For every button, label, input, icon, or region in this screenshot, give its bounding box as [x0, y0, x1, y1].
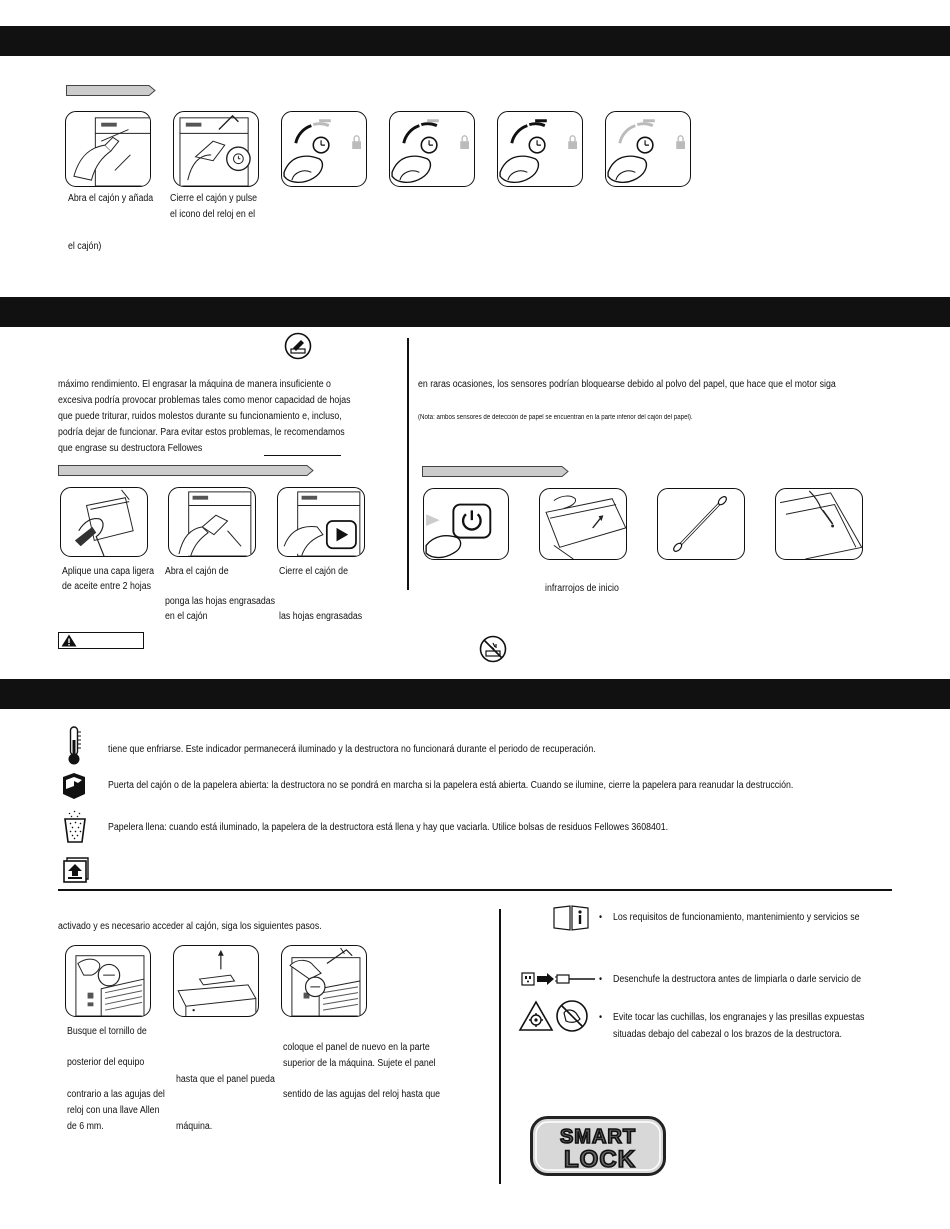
- indicator-text-bin-open: Puerta del cajón o de la papelera abierta: la destructora no se pondrá en marcha si la papelera está abierta. Cuando se ilumine, cierre la papelera para reanudar la destrucción.: [108, 780, 794, 791]
- sensor-steps-arrow-bar: [422, 466, 569, 477]
- oil-paragraph-line: que puede triturar, ruidos molestos durante su funcionamiento e, incluso,: [58, 411, 342, 422]
- access-caption: posterior del equipo: [67, 1057, 145, 1068]
- bullet-mark: •: [599, 974, 603, 985]
- oil-caption: Aplique una capa ligera: [62, 566, 154, 577]
- timer-progress-1: [281, 111, 367, 187]
- sensor-cleaning-illustration: [775, 488, 863, 560]
- access-caption: hasta que el panel pueda: [176, 1074, 275, 1085]
- timer-progress-2: [389, 111, 475, 187]
- oil-paragraph-line: excesiva podría provocar problemas tales como menor capacidad de hojas: [58, 395, 351, 406]
- step-illustration-open-drawer: [65, 111, 151, 187]
- step-caption: el cajón): [68, 241, 102, 252]
- safety-bullet: Evite tocar las cuchillas, los engranajes y las presillas expuestas: [613, 1012, 865, 1023]
- oil-paragraph-line: máximo rendimiento. El engrasar la máquina de manera insuficiente o: [58, 379, 331, 390]
- access-step-illustration-2: [173, 945, 259, 1017]
- bullet-mark: •: [599, 912, 603, 923]
- oil-steps-arrow-bar: [58, 465, 314, 476]
- oil-caption: Abra el cajón de: [165, 566, 229, 577]
- oil-pencil-icon: [284, 332, 312, 360]
- unplug-icon: [521, 971, 597, 987]
- section-header-bar-3: [0, 679, 950, 709]
- cotton-swab-illustration: [657, 488, 745, 560]
- bin-full-icon: [62, 810, 88, 844]
- step-caption: Abra el cajón y añada: [68, 193, 154, 204]
- access-caption: superior de la máquina. Sujete el panel: [283, 1058, 436, 1069]
- underline-rule: [264, 455, 341, 456]
- thermometer-icon: [67, 726, 83, 766]
- manual-info-icon: [553, 905, 589, 931]
- oil-caption: de aceite entre 2 hojas: [62, 581, 152, 592]
- access-caption: sentido de las agujas del reloj hasta que: [283, 1089, 441, 1100]
- sensor-note: (Nota: ambos sensores de detección de papel se encuentran en la parte inferior del cajón del papel).: [418, 414, 693, 421]
- access-step-illustration-3: [281, 945, 367, 1017]
- safety-bullet: Desenchufe la destructora antes de limpiarla o darle servicio de: [613, 974, 862, 985]
- power-button-illustration: [423, 488, 509, 560]
- oil-paragraph-line: podría dejar de funcionar. Para evitar estos problemas, le recomendamos: [58, 427, 345, 438]
- section-divider-line: [58, 889, 892, 891]
- indicator-text-bin-full: Papelera llena: cuando está iluminado, la papelera de la destructora está llena y hay que vaciarla. Utilice bolsas de residuos Fellowes 3608401.: [108, 822, 669, 833]
- access-caption: reloj con una llave Allen: [67, 1105, 160, 1116]
- smartlock-logo-word-1: SMART: [559, 1126, 637, 1148]
- column-divider: [407, 338, 409, 590]
- timer-progress-3: [497, 111, 583, 187]
- sensor-illustration-drawer: [539, 488, 627, 560]
- timer-progress-reset: [605, 111, 691, 187]
- safety-bullet: Los requisitos de funcionamiento, mantenimiento y servicios se: [613, 912, 860, 923]
- no-spray-icon: [479, 635, 507, 663]
- oil-caption: las hojas engrasadas: [279, 611, 363, 622]
- smartlock-logo-word-2: LOCK: [564, 1146, 636, 1173]
- section-header-bar-1: [0, 26, 950, 56]
- oil-step-illustration-2: [168, 487, 256, 557]
- indicator-text-overheat: tiene que enfriarse. Este indicador permanecerá iluminado y la destructora no funcionará durante el periodo de recuperación.: [108, 744, 596, 755]
- safety-bullet: situadas debajo del cabezal o los brazos de la destructora.: [613, 1029, 842, 1040]
- oil-caption: en el cajón: [165, 611, 208, 622]
- step-illustration-press-clock: [173, 111, 259, 187]
- sensor-caption: infrarrojos de inicio: [545, 583, 619, 594]
- column-divider-bottom: [499, 909, 501, 1184]
- smartlock-logo: [530, 1116, 666, 1176]
- sensor-paragraph: en raras ocasiones, los sensores podrían bloquearse debido al polvo del papel, que hace que el motor siga: [418, 379, 836, 390]
- step-caption: el icono del reloj en el: [170, 209, 256, 220]
- access-caption: Busque el tornillo de: [67, 1026, 147, 1037]
- steps-arrow-bar: [66, 85, 156, 96]
- oil-step-illustration-1: [60, 487, 148, 557]
- oil-step-illustration-3: [277, 487, 365, 557]
- blade-hazard-icon: [518, 999, 590, 1033]
- paper-feed-icon: [63, 857, 89, 883]
- access-caption: contrario a las agujas del: [67, 1089, 165, 1100]
- access-caption: máquina.: [176, 1121, 213, 1132]
- access-step-illustration-1: [65, 945, 151, 1017]
- oil-paragraph-line: que engrase su destructora Fellowes: [58, 443, 203, 454]
- step-caption: Cierre el cajón y pulse: [170, 193, 258, 204]
- section-header-bar-2: [0, 297, 950, 327]
- access-intro: activado y es necesario acceder al cajón, siga los siguientes pasos.: [58, 921, 322, 932]
- warning-label: [58, 632, 144, 649]
- bin-open-icon: [60, 772, 88, 800]
- oil-caption: Cierre el cajón de: [279, 566, 348, 577]
- access-caption: coloque el panel de nuevo en la parte: [283, 1042, 430, 1053]
- oil-caption: ponga las hojas engrasadas: [165, 596, 276, 607]
- bullet-mark: •: [599, 1012, 603, 1023]
- access-caption: de 6 mm.: [67, 1121, 104, 1132]
